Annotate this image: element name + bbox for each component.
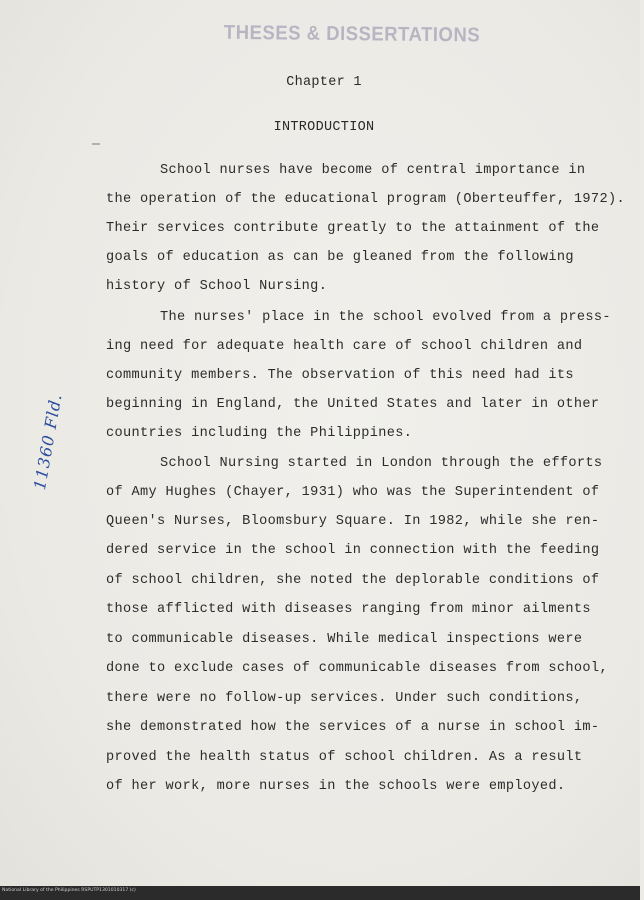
- chapter-label: Chapter 1: [286, 75, 362, 90]
- text-line: of her work, more nurses in the schools were employed.: [106, 779, 566, 794]
- text-line: Their services contribute greatly to the attainment of the: [106, 221, 600, 236]
- chapter-title: INTRODUCTION: [273, 120, 375, 135]
- text-line: School nurses have become of central importance in: [160, 163, 586, 178]
- text-line: the operation of the educational program (Oberteuffer, 1972).: [106, 192, 625, 207]
- text-line: countries including the Philippines.: [106, 426, 413, 441]
- text-line: School Nursing started in London through the efforts: [160, 456, 603, 471]
- text-line: those afflicted with diseases ranging from minor ailments: [106, 602, 591, 617]
- text-line: there were no follow-up services. Under such conditions,: [106, 691, 583, 706]
- text-line: ing need for adequate health care of school children and: [106, 339, 583, 354]
- text-line: done to exclude cases of communicable diseases from school,: [106, 661, 608, 676]
- text-line: proved the health status of school children. As a result: [106, 750, 583, 765]
- text-line: she demonstrated how the services of a nurse in school im-: [106, 720, 600, 735]
- text-line: to communicable diseases. While medical inspections were: [106, 632, 583, 647]
- text-line: of Amy Hughes (Chayer, 1931) who was the Superintendent of: [106, 485, 600, 500]
- text-line: history of School Nursing.: [106, 279, 328, 294]
- text-line: community members. The observation of this need had its: [106, 368, 574, 383]
- margin-mark: [92, 143, 100, 145]
- text-line: The nurses' place in the school evolved from a press-: [160, 310, 611, 325]
- footer-text: National Library of the Philippines RSPUTP1301010317 (c): [2, 888, 136, 893]
- theses-dissertations-stamp: [222, 15, 481, 51]
- text-line: of school children, she noted the deplorable conditions of: [106, 573, 600, 588]
- text-line: beginning in England, the United States and later in other: [106, 397, 600, 412]
- text-line: Queen's Nurses, Bloomsbury Square. In 1982, while she ren-: [106, 514, 600, 529]
- text-line: dered service in the school in connection with the feeding: [106, 543, 600, 558]
- text-line: goals of education as can be gleaned from the following: [106, 250, 574, 265]
- stamp-text: THESES & DISSERTATIONS: [223, 22, 481, 47]
- handwritten-margin-note: 11360 Fld.: [30, 391, 66, 492]
